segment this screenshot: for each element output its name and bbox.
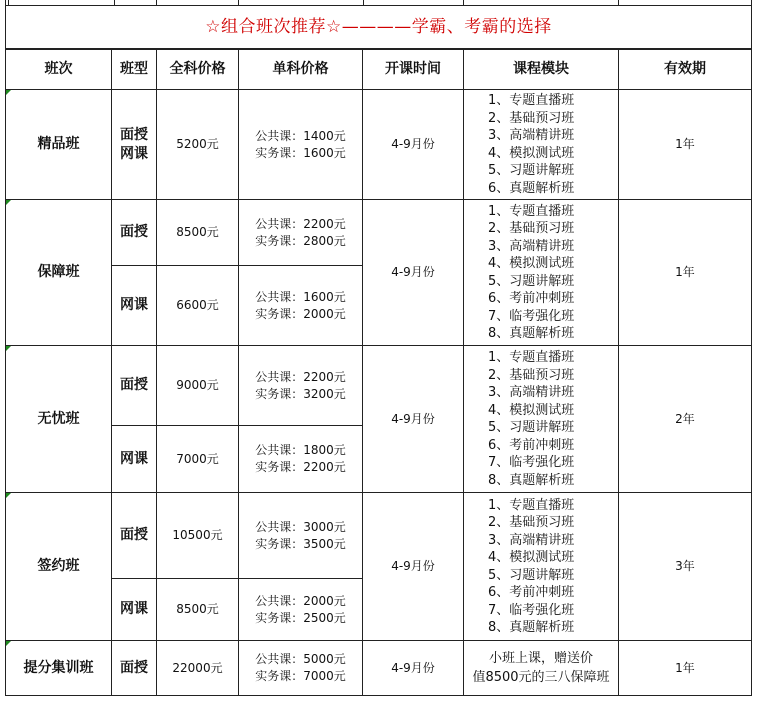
full-price: 7000元 (157, 426, 239, 493)
module-item: 3、高端精讲班 (488, 385, 575, 400)
validity: 3年 (619, 493, 752, 641)
single-price: 公共课：5000元 实务课：7000元 (239, 641, 363, 696)
full-price: 8500元 (157, 579, 239, 641)
col-header-class: 班次 (6, 49, 112, 90)
course-modules (464, 493, 619, 641)
course-modules (464, 346, 619, 493)
module-item: 1、专题直播班 (488, 203, 575, 219)
module-item: 3、高端精讲班 (488, 128, 575, 143)
module-item: 4、模拟测试班 (488, 145, 575, 161)
module-item: 7、临考强化班 (488, 455, 575, 470)
col-header-type: 班型 (112, 49, 157, 90)
validity: 1年 (619, 90, 752, 200)
class-type: 面授 网课 (112, 90, 157, 200)
full-price: 10500元 (157, 493, 239, 579)
class-type: 网课 (112, 266, 157, 346)
course-modules (464, 200, 619, 346)
single-price: 公共课：2000元 实务课：2500元 (239, 579, 363, 641)
start-time: 4-9月份 (363, 200, 464, 346)
module-item: 5、习题讲解班 (488, 273, 575, 289)
class-name: 提分集训班 (6, 641, 112, 696)
validity: 2年 (619, 346, 752, 493)
corner-mark-icon (6, 200, 11, 205)
module-item: 8、真题解析班 (488, 620, 575, 635)
corner-mark-icon (6, 90, 11, 95)
module-item: 4、模拟测试班 (488, 402, 575, 418)
start-time: 4-9月份 (363, 641, 464, 696)
full-price: 9000元 (157, 346, 239, 426)
module-item: 6、真题解析班 (488, 180, 575, 196)
module-item: 5、习题讲解班 (488, 420, 575, 435)
corner-mark-icon (6, 641, 11, 646)
full-price: 5200元 (157, 90, 239, 200)
module-item: 4、模拟测试班 (488, 256, 575, 271)
class-type: 面授 (112, 493, 157, 579)
class-name: 保障班 (6, 200, 112, 346)
full-price: 6600元 (157, 266, 239, 346)
validity: 1年 (619, 641, 752, 696)
corner-mark-icon (6, 346, 11, 351)
class-type: 网课 (112, 426, 157, 493)
class-name: 精品班 (6, 90, 112, 200)
module-item: 1、专题直播班 (488, 497, 575, 513)
class-type: 面授 (112, 641, 157, 696)
start-time: 4-9月份 (363, 346, 464, 493)
col-header-modules: 课程模块 (464, 49, 619, 90)
module-item: 2、基础预习班 (488, 110, 575, 126)
module-item: 8、真题解析班 (488, 472, 575, 488)
class-type: 面授 (112, 200, 157, 266)
module-item: 2、基础预习班 (488, 221, 575, 236)
col-header-start: 开课时间 (363, 49, 464, 90)
module-item: 6、考前冲刺班 (488, 291, 575, 306)
module-item: 3、高端精讲班 (488, 532, 575, 548)
class-name: 无忧班 (6, 346, 112, 493)
module-item: 6、考前冲刺班 (488, 585, 575, 600)
module-item: 3、高端精讲班 (488, 238, 575, 254)
single-price: 公共课：3000元 实务课：3500元 (239, 493, 363, 579)
class-type: 面授 (112, 346, 157, 426)
course-table (5, 5, 752, 696)
table-row (6, 641, 752, 696)
module-item: 2、基础预习班 (488, 515, 575, 530)
single-price: 公共课：1400元 实务课：1600元 (239, 90, 363, 200)
module-item: 5、习题讲解班 (488, 163, 575, 178)
start-time: 4-9月份 (363, 493, 464, 641)
table-row (6, 90, 752, 200)
col-header-validity: 有效期 (619, 49, 752, 90)
module-item: 1、专题直播班 (488, 350, 575, 365)
course-note: 小班上课，赠送价 值8500元的三八保障班 (464, 641, 619, 696)
start-time: 4-9月份 (363, 90, 464, 200)
module-item: 7、临考强化班 (488, 308, 575, 324)
module-item: 2、基础预习班 (488, 367, 575, 383)
table-row (6, 200, 752, 266)
class-name: 签约班 (6, 493, 112, 641)
col-header-single-price: 单科价格 (239, 49, 363, 90)
module-item: 7、临考强化班 (488, 602, 575, 618)
single-price: 公共课：1800元 实务课：2200元 (239, 426, 363, 493)
module-item: 5、习题讲解班 (488, 567, 575, 583)
module-item: 4、模拟测试班 (488, 550, 575, 565)
single-price: 公共课：1600元 实务课：2000元 (239, 266, 363, 346)
class-type: 网课 (112, 579, 157, 641)
corner-mark-icon (6, 493, 11, 498)
module-item: 6、考前冲刺班 (488, 437, 575, 453)
table-title: ☆组合班次推荐☆————学霸、考霸的选择 (6, 6, 752, 50)
table-row (6, 493, 752, 579)
header-row (6, 49, 752, 90)
course-modules (464, 90, 619, 200)
col-header-full-price: 全科价格 (157, 49, 239, 90)
validity: 1年 (619, 200, 752, 346)
module-item: 1、专题直播班 (488, 93, 575, 108)
single-price: 公共课：2200元 实务课：2800元 (239, 200, 363, 266)
full-price: 8500元 (157, 200, 239, 266)
full-price: 22000元 (157, 641, 239, 696)
table-row (6, 346, 752, 426)
module-item: 8、真题解析班 (488, 326, 575, 341)
single-price: 公共课：2200元 实务课：3200元 (239, 346, 363, 426)
